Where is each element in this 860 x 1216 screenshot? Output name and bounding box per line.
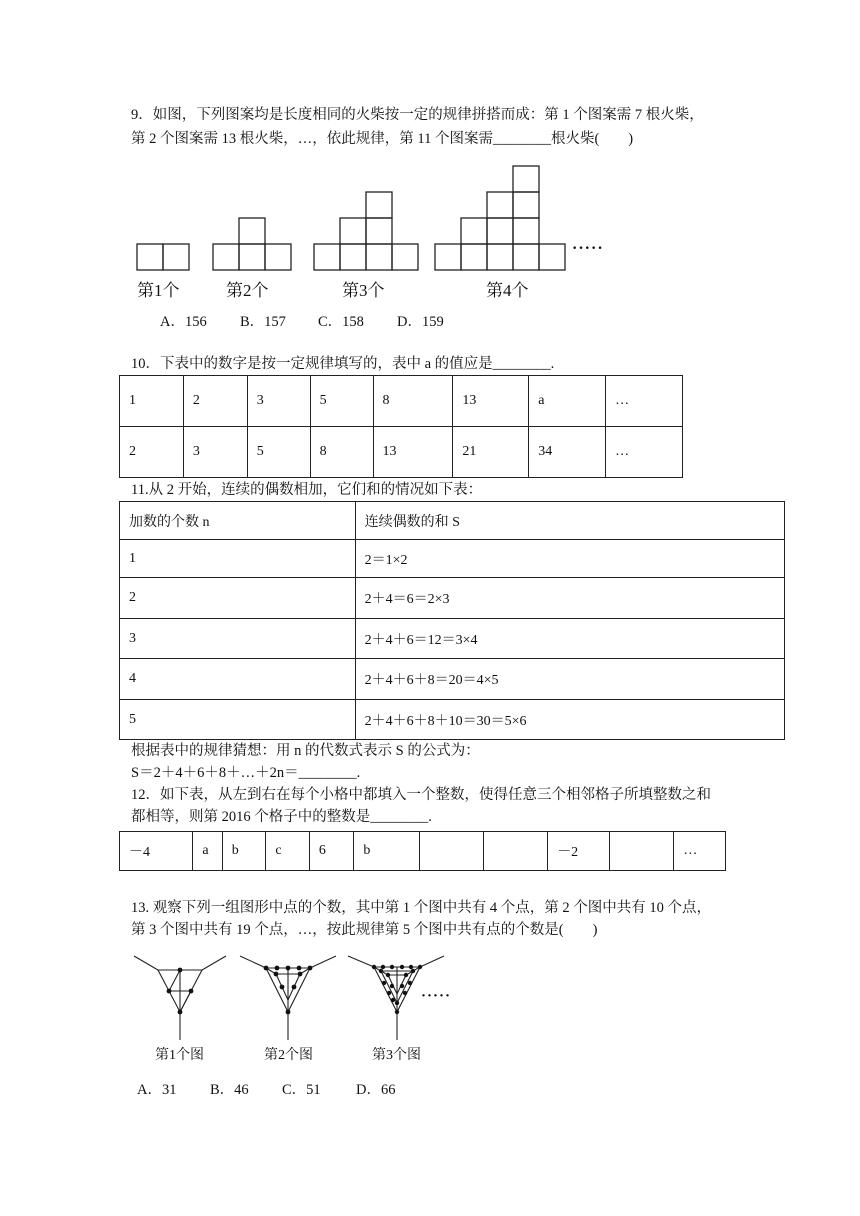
q13-option-a: A．31 [137, 1082, 177, 1098]
q13-option-b: B．46 [210, 1082, 249, 1098]
q10-cell: 2 [183, 376, 247, 427]
q11-cell-n: 1 [120, 540, 356, 578]
q10-cell: 8 [373, 376, 453, 427]
q10-cell: 5 [310, 376, 373, 427]
q11-cell-s: 2＝1×2 [355, 540, 784, 578]
q12-cell: －2 [548, 832, 610, 871]
q10-cell: … [606, 427, 683, 478]
q11-after-text-2: S＝2＋4＋6＋8＋…＋2n＝________. [131, 765, 361, 781]
q12-cell: b [222, 832, 266, 871]
q9-option-c: C．158 [318, 314, 364, 330]
q9-text-line2: 第 2 个图案需 13 根火柴，…，依此规律，第 11 个图案需________根火柴( ) [131, 131, 634, 147]
q13-option-d: D．66 [356, 1082, 396, 1098]
q10-cell: 21 [453, 427, 529, 478]
q10-cell: 1 [120, 376, 184, 427]
q13-figure-label-2: 第2个图 [264, 1048, 313, 1063]
q10-row-1 [120, 376, 683, 427]
q9-figure-label-3: 第3个 [342, 281, 385, 300]
q10-cell: 3 [247, 376, 310, 427]
q9-option-b: B．157 [240, 314, 286, 330]
q11-row [120, 540, 785, 578]
q11-cell-n: 3 [120, 619, 356, 659]
q9-figure-label-4: 第4个 [486, 281, 529, 300]
q11-text: 11.从 2 开始，连续的偶数相加，它们和的情况如下表： [131, 482, 483, 498]
q13-figure-label-3: 第3个图 [372, 1048, 421, 1063]
q12-cell: c [266, 832, 310, 871]
q12-cell [484, 832, 548, 871]
q9-figure-3 [314, 192, 418, 270]
q11-row [120, 700, 785, 740]
q11-cell-s: 2＋4＋6＋8＋10＝30＝5×6 [355, 700, 784, 740]
q10-cell: 8 [310, 427, 373, 478]
q13-dot-figures [130, 950, 460, 1045]
q11-row [120, 619, 785, 659]
q11-cell-s: 2＋4＝6＝2×3 [355, 578, 784, 619]
q10-cell: … [606, 376, 683, 427]
q10-cell: 13 [373, 427, 453, 478]
q13-text-line2: 第 3 个图中共有 19 个点，…，按此规律第 5 个图中共有点的个数是( ) [131, 922, 598, 938]
q9-figure-label-2: 第2个 [226, 281, 269, 300]
q9-continuation-dots: ····· [572, 240, 604, 257]
q10-cell: 5 [247, 427, 310, 478]
q9-figure-4 [435, 166, 565, 270]
q11-header-row [120, 502, 785, 540]
q10-table [119, 375, 683, 478]
q11-header-n: 加数的个数 n [120, 502, 356, 540]
q12-cell: a [193, 832, 222, 871]
q9-option-a: A．156 [160, 314, 207, 330]
q13-continuation-dots: ····· [421, 988, 452, 1004]
q9-figure-2 [213, 218, 291, 270]
q11-cell-n: 4 [120, 659, 356, 700]
q11-row [120, 578, 785, 619]
q10-text: 10．下表中的数字是按一定规律填写的，表中 a 的值应是________. [131, 356, 555, 372]
q12-text-line2: 都相等，则第 2016 个格子中的整数是________. [131, 809, 432, 825]
q10-cell: a [529, 376, 606, 427]
q9-figure-label-1: 第1个 [137, 281, 180, 300]
q11-cell-n: 5 [120, 700, 356, 740]
q11-cell-s: 2＋4＋6＋8＝20＝4×5 [355, 659, 784, 700]
q9-text-line1: 9．如图，下列图案均是长度相同的火柴按一定的规律拼搭而成：第 1 个图案需 7 根火柴， [131, 107, 704, 123]
q12-cell [610, 832, 674, 871]
q11-cell-s: 2＋4＋6＝12＝3×4 [355, 619, 784, 659]
q13-figure-label-1: 第1个图 [155, 1048, 204, 1063]
q11-cell-n: 2 [120, 578, 356, 619]
q10-cell: 3 [183, 427, 247, 478]
q10-cell: 34 [529, 427, 606, 478]
q11-row [120, 659, 785, 700]
q12-row [120, 832, 726, 871]
q12-cell: … [674, 832, 726, 871]
q12-text-line1: 12．如下表，从左到右在每个小格中都填入一个整数，使得任意三个相邻格子所填整数之和 [131, 787, 711, 803]
q12-cell [419, 832, 483, 871]
q9-matchstick-figures [130, 160, 600, 275]
q9-option-d: D．159 [397, 314, 444, 330]
q12-cell: －4 [120, 832, 193, 871]
q12-cell: 6 [309, 832, 354, 871]
q13-option-c: C．51 [282, 1082, 321, 1098]
q10-row-2 [120, 427, 683, 478]
q9-figure-1 [137, 244, 189, 270]
q12-table [119, 831, 726, 871]
q13-text-line1: 13. 观察下列一组图形中点的个数，其中第 1 个图中共有 4 个点，第 2 个图中共有 10 个点， [131, 900, 711, 916]
q10-cell: 13 [453, 376, 529, 427]
q11-after-text-1: 根据表中的规律猜想：用 n 的代数式表示 S 的公式为： [131, 743, 480, 759]
q11-table [119, 501, 785, 740]
q12-cell: b [354, 832, 419, 871]
q11-header-s: 连续偶数的和 S [355, 502, 784, 540]
q10-cell: 2 [120, 427, 184, 478]
